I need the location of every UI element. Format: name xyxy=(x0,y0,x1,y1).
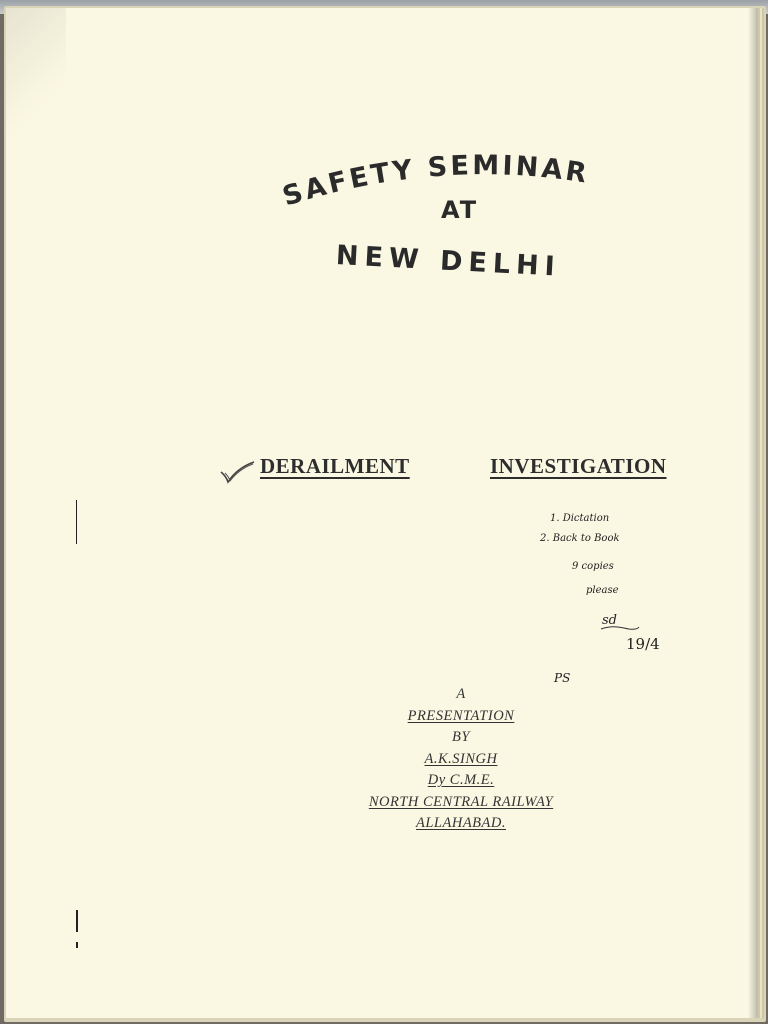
checkmark-icon xyxy=(219,460,257,484)
document-title-left: DERAILMENT xyxy=(260,454,410,478)
stamp-heading-line2: AT xyxy=(441,196,479,224)
stamp-line1-text: SAFETY SEMINAR xyxy=(279,150,592,208)
note-date: 19/4 xyxy=(626,635,660,653)
svg-text:SAFETY SEMINAR xyxy=(279,150,591,208)
note-initials: PS xyxy=(554,671,571,685)
presenter-organization: NORTH CENTRAL RAILWAY xyxy=(368,793,554,810)
note-line-1: 1. Dictation xyxy=(550,513,610,524)
page-edge-shadow xyxy=(748,8,758,1018)
document-page xyxy=(6,8,758,1018)
note-line-2: 2. Back to Book xyxy=(540,533,620,544)
presenter-designation: Dy C.M.E. xyxy=(427,772,495,788)
presentation-block xyxy=(306,684,616,835)
presentation-line-by: BY xyxy=(452,729,470,745)
note-line-3: 9 copies xyxy=(572,561,614,572)
presentation-line-label: PRESENTATION xyxy=(407,707,515,724)
presenter-location: ALLAHABAD. xyxy=(416,815,506,831)
presenter-name: A.K.SINGH xyxy=(424,750,498,767)
margin-mark-lower xyxy=(76,910,78,932)
margin-mark-upper xyxy=(76,500,77,544)
stamped-heading xyxy=(276,148,656,288)
margin-mark-dot xyxy=(76,942,78,948)
presentation-line-a: A xyxy=(456,686,466,702)
note-line-4: please xyxy=(586,585,619,596)
note-signature: sd xyxy=(602,613,617,628)
stamp-heading-line3: NEW DELHI xyxy=(335,240,562,283)
document-title-right: INVESTIGATION xyxy=(490,454,667,478)
signature-stroke xyxy=(600,623,640,633)
